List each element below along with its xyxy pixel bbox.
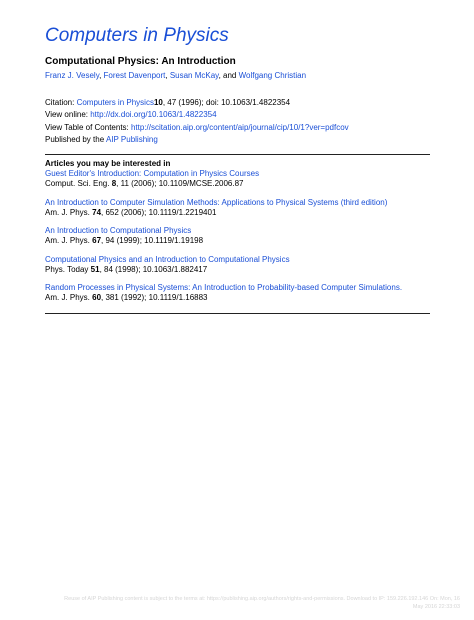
related-article-title-link[interactable]: Computational Physics and an Introduction to Computational Physics xyxy=(45,254,290,264)
view-online-line xyxy=(45,109,349,121)
related-article-rest: , 652 (2006); 10.1119/1.2219401 xyxy=(101,207,217,217)
related-article-journal: Comput. Sci. Eng. xyxy=(45,179,112,188)
author-separator: , and xyxy=(218,71,239,80)
related-article-rest: , 94 (1999); 10.1119/1.19198 xyxy=(101,236,204,246)
related-article-rest: , 381 (1992); 10.1119/1.16883 xyxy=(101,293,208,303)
related-article-title-link[interactable]: Random Processes in Physical Systems: An Introduction to Probability-based Computer Simulations. xyxy=(45,283,403,293)
view-online-label: View online: xyxy=(45,110,91,120)
journal-name[interactable]: Computers in Physics xyxy=(45,25,229,46)
view-toc-line xyxy=(45,122,349,134)
related-article-rest: , 84 (1998); 10.1063/1.882417 xyxy=(99,264,208,274)
view-online-link[interactable]: http://dx.doi.org/10.1063/1.4822354 xyxy=(90,110,217,120)
citation-line xyxy=(45,97,349,109)
citation-journal-link[interactable]: Computers in Physics xyxy=(76,98,154,107)
related-articles-heading: Articles you may be interested in xyxy=(45,159,171,168)
footer-line: Reuse of AIP Publishing content is subject to the terms at: https://publishing.aip.org/authors/rights-and-permissions. Download to IP: 159.226.192.146 On: Mon, 16 xyxy=(64,596,460,602)
related-article xyxy=(45,169,435,189)
related-article-volume: 8 xyxy=(111,179,117,188)
publisher-link[interactable]: AIP Publishing xyxy=(105,135,158,145)
related-article-title-link[interactable]: An Introduction to Computational Physics xyxy=(45,226,192,236)
related-article-title-link[interactable]: An Introduction to Computer Simulation Methods: Applications to Physical Systems (third edition) xyxy=(45,197,388,207)
related-article xyxy=(45,198,435,218)
top-divider xyxy=(45,154,430,155)
author-link[interactable]: Franz J. Vesely xyxy=(45,71,100,80)
author-separator: , xyxy=(165,71,170,80)
related-article-volume: 67 xyxy=(92,236,102,246)
related-article-citation xyxy=(45,208,435,218)
published-by-line xyxy=(45,134,349,146)
citation-label: Citation: xyxy=(45,98,77,107)
author-link[interactable]: Susan McKay xyxy=(169,71,219,80)
footer-line: May 2016 22:33:03 xyxy=(412,604,460,610)
related-article xyxy=(45,255,435,275)
citation-rest: , 47 (1996); doi: 10.1063/1.4822354 xyxy=(162,98,291,107)
related-article-citation xyxy=(45,265,435,275)
view-toc-label: View Table of Contents: xyxy=(45,122,131,132)
related-article-journal: Am. J. Phys. xyxy=(45,207,93,217)
author-link[interactable]: Wolfgang Christian xyxy=(238,71,307,80)
author-link[interactable]: Forest Davenport xyxy=(103,71,166,80)
article-meta xyxy=(45,97,349,147)
related-article-journal: Phys. Today xyxy=(45,264,91,274)
related-article-volume: 74 xyxy=(92,207,102,217)
related-article-citation xyxy=(45,293,435,303)
related-article-rest: , 11 (2006); 10.1109/MCSE.2006.87 xyxy=(116,179,244,188)
article-title: Computational Physics: An Introduction xyxy=(45,56,236,67)
related-article xyxy=(45,226,435,246)
download-footer xyxy=(60,595,460,611)
view-toc-link[interactable]: http://scitation.aip.org/content/aip/journal/cip/10/1?ver=pdfcov xyxy=(130,122,349,132)
related-article-volume: 60 xyxy=(92,293,102,303)
author-separator: , xyxy=(99,71,104,80)
related-articles xyxy=(45,159,435,303)
bottom-divider xyxy=(45,313,430,314)
related-article-citation xyxy=(45,236,435,246)
citation-volume: 10 xyxy=(153,98,163,107)
related-article-journal: Am. J. Phys. xyxy=(45,293,93,303)
related-article-journal: Am. J. Phys. xyxy=(45,236,93,246)
author-list xyxy=(45,71,306,80)
published-by-label: Published by the xyxy=(45,135,106,145)
related-article-title-link[interactable]: Guest Editor's Introduction: Computation in Physics Courses xyxy=(45,169,260,178)
related-article-citation xyxy=(45,179,435,189)
related-article xyxy=(45,283,435,303)
related-article-volume: 51 xyxy=(90,264,100,274)
